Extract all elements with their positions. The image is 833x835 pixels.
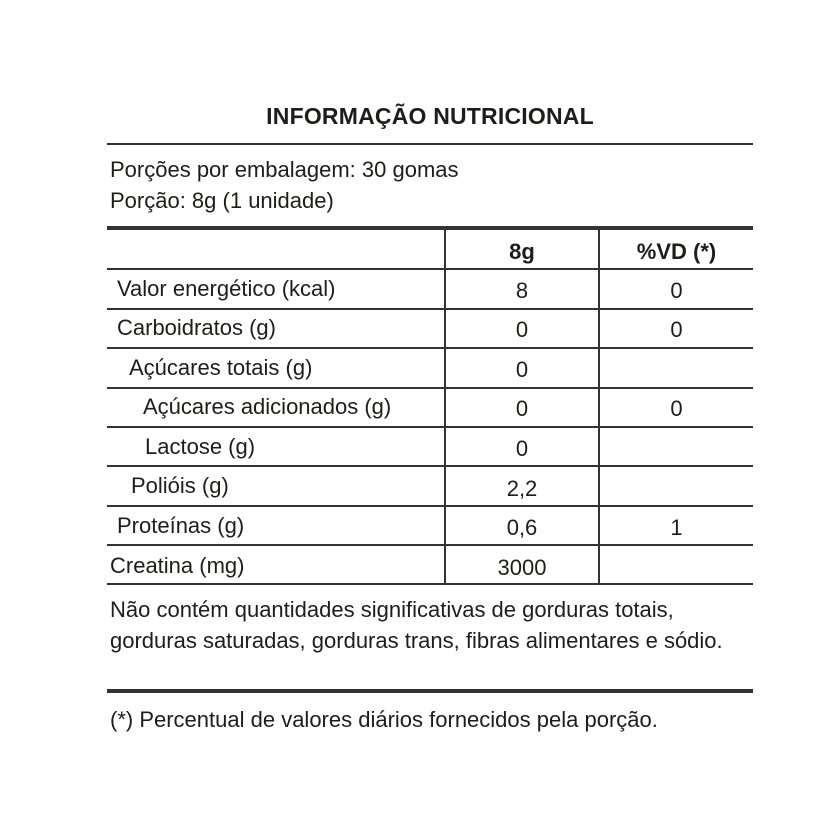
row-divider xyxy=(107,426,753,428)
not-significant-note: Não contém quantidades significativas de gorduras totais, gorduras saturadas, gorduras trans, fibras alimentares e sódio. xyxy=(110,597,723,653)
divider-table-bottom xyxy=(107,583,753,585)
row-divider xyxy=(107,505,753,507)
portion-size: Porção: 8g (1 unidade) xyxy=(110,188,334,213)
divider-table-top xyxy=(107,226,753,230)
row-amount-protein: 0,6 xyxy=(506,515,538,540)
servings-per-package: Porções por embalagem: 30 gomas xyxy=(110,157,459,182)
header-daily-value: %VD (*) xyxy=(636,239,717,264)
row-divider xyxy=(107,268,753,270)
row-dv-added-sugars: 0 xyxy=(670,396,683,421)
nutrition-title: INFORMAÇÃO NUTRICIONAL xyxy=(266,103,594,129)
row-label-energy: Valor energético (kcal) xyxy=(117,276,336,301)
row-divider xyxy=(107,308,753,310)
divider-top xyxy=(107,143,753,145)
row-amount-energy: 8 xyxy=(515,278,529,303)
row-divider xyxy=(107,387,753,389)
nutrition-facts-panel xyxy=(107,0,753,835)
row-label-protein: Proteínas (g) xyxy=(117,513,245,538)
row-amount-carbs: 0 xyxy=(515,317,529,342)
daily-value-footnote: (*) Percentual de valores diários fornecidos pela porção. xyxy=(110,707,658,732)
row-amount-polyols: 2,2 xyxy=(506,476,538,501)
row-label-polyols: Polióis (g) xyxy=(131,473,229,498)
row-amount-creatine: 3000 xyxy=(497,555,547,580)
row-amount-added-sugars: 0 xyxy=(515,396,529,421)
row-divider xyxy=(107,465,753,467)
row-dv-carbs: 0 xyxy=(670,317,683,342)
row-amount-total-sugars: 0 xyxy=(515,357,529,382)
row-label-creatine: Creatina (mg) xyxy=(110,553,245,578)
row-dv-protein: 1 xyxy=(670,515,683,540)
row-label-carbs: Carboidratos (g) xyxy=(117,315,276,340)
row-dv-energy: 0 xyxy=(670,278,683,303)
row-label-added-sugars: Açúcares adicionados (g) xyxy=(143,394,392,419)
header-amount: 8g xyxy=(509,239,535,264)
row-amount-lactose: 0 xyxy=(515,436,529,461)
row-label-total-sugars: Açúcares totais (g) xyxy=(129,355,313,380)
divider-footnote xyxy=(107,689,753,693)
row-divider xyxy=(107,347,753,349)
row-divider xyxy=(107,544,753,546)
row-label-lactose: Lactose (g) xyxy=(145,434,256,459)
